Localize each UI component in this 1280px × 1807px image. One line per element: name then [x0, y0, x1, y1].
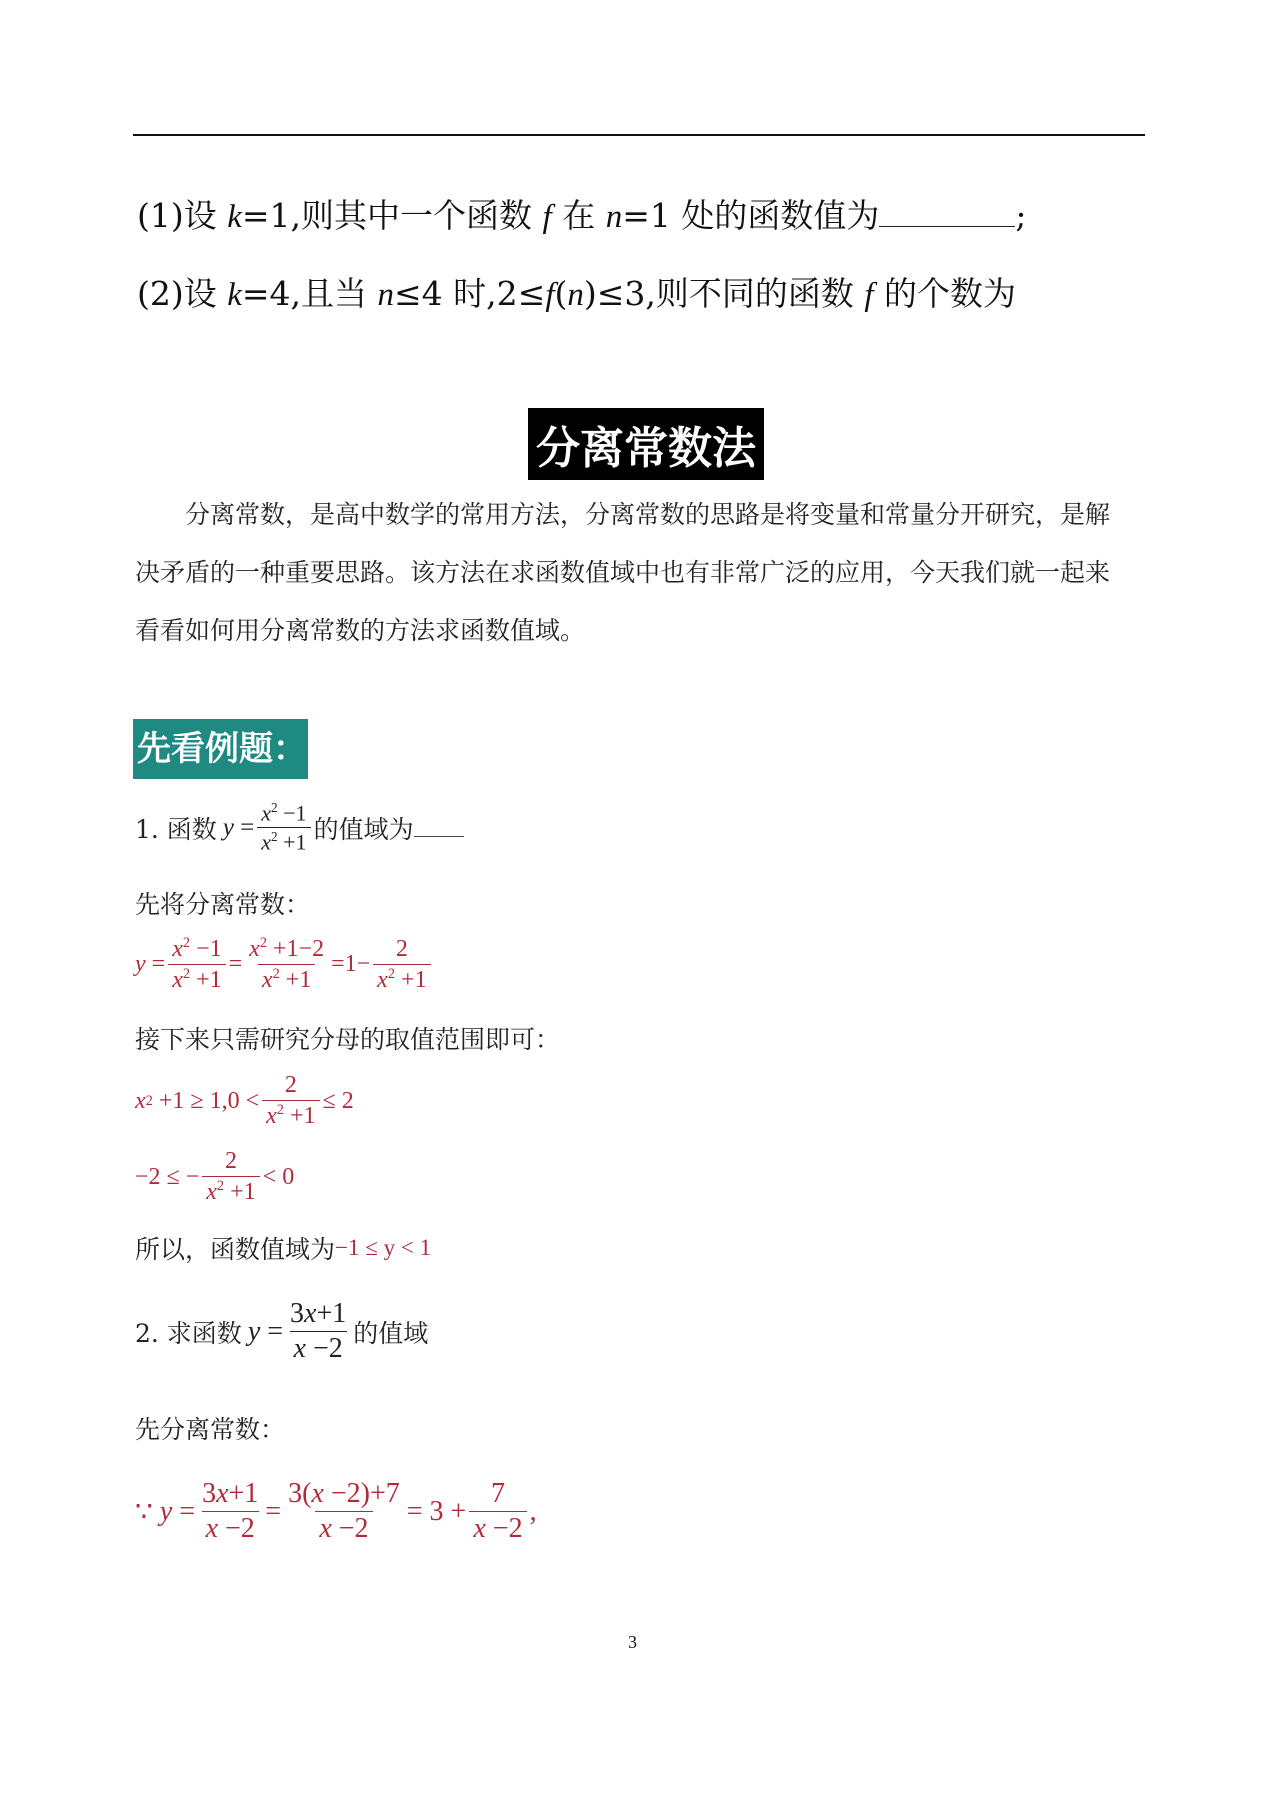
header-rule	[133, 134, 1145, 136]
answer-blank	[414, 818, 464, 837]
intro-line-2: 决矛盾的一种重要思路。该方法在求函数值域中也有非常广泛的应用，今天我们就一起来	[135, 558, 1111, 587]
ex1-step-1: 先将分离常数：	[135, 890, 311, 919]
page-number: 3	[628, 1632, 637, 1652]
example-1-question: 1. 函数 y = $\frac{x^2 -1}{x^2 +1}$ 的值域为	[135, 800, 464, 856]
ex1-conclusion: 所以，函数值域为 −1 ≤ y < 1	[135, 1235, 432, 1264]
section-title: 分离常数法	[528, 408, 764, 480]
ex2-step-1: 先分离常数：	[135, 1415, 286, 1444]
ex2-derivation: ∵ y = $\frac{3x+1}{x -2}$ = $\frac{3(x -2)+7}{x -2}$ = 3 + $\frac{7}{x -2}$ ,	[135, 1478, 537, 1544]
question-2: (2)设 k=4,且当 n≤4 时,2≤f(n)≤3,则不同的函数 f 的个数为	[137, 274, 1017, 313]
answer-blank	[879, 200, 1015, 227]
ex2-fraction: $\frac{3x+1}{x -2}$	[290, 1298, 347, 1364]
ex1-result: −1 ≤ y < 1	[335, 1235, 432, 1260]
intro-line-3: 看看如何用分离常数的方法求函数值域。	[135, 616, 586, 645]
ex1-inequality-1: x 2 +1 ≥ 1,0 < $\frac{2}{x^2 +1}$ ≤ 2	[135, 1072, 354, 1129]
example-badge: 先看例题：	[133, 719, 308, 779]
ex1-step-2: 接下来只需研究分母的取值范围即可：	[135, 1025, 561, 1054]
question-1: (1)设 k=1,则其中一个函数 f 在 n=1 处的函数值为 ;	[137, 196, 1027, 235]
intro-line-1: 分离常数，是高中数学的常用方法，分离常数的思路是将变量和常量分开研究，是解	[185, 500, 1111, 529]
intro-paragraph	[135, 486, 1145, 660]
ex1-derivation: y = $\frac{x^2 -1}{x^2 +1}$ = $\frac{x^2 +1-2}{x^2 +1}$ =1− $\frac{2}{x^2 +1}$	[135, 935, 434, 994]
example-2-question: 2. 求函数 y = $\frac{3x+1}{x -2}$ 的值域	[135, 1298, 429, 1364]
ex1-fraction: $\frac{x^2 -1}{x^2 +1}$	[257, 800, 310, 856]
ex1-inequality-2: −2 ≤ − $\frac{2}{x^2 +1}$ < 0	[135, 1148, 295, 1205]
ex1-function-formula: y =	[222, 813, 255, 841]
